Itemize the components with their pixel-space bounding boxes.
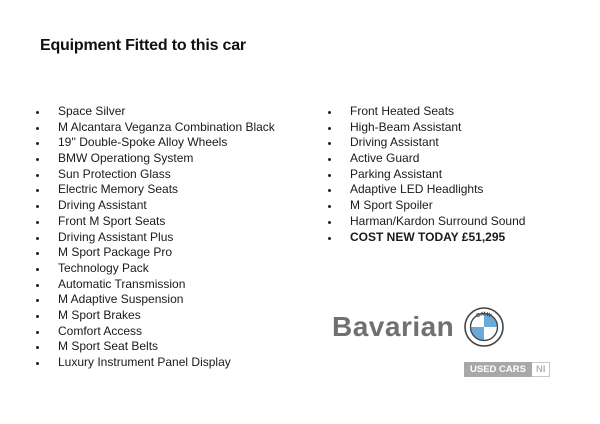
list-item: Electric Memory Seats (36, 182, 275, 198)
equipment-list-left (36, 104, 275, 371)
list-item: Harman/Kardon Surround Sound (328, 214, 525, 230)
list-item: Driving Assistant (328, 135, 525, 151)
list-item: Adaptive LED Headlights (328, 182, 525, 198)
list-item: M Adaptive Suspension (36, 292, 275, 308)
dealer-brand (332, 307, 504, 347)
list-item: M Sport Brakes (36, 308, 275, 324)
region-label: NI (532, 362, 551, 377)
list-item: M Sport Spoiler (328, 198, 525, 214)
list-item: Active Guard (328, 151, 525, 167)
list-item: Sun Protection Glass (36, 167, 275, 183)
page-title: Equipment Fitted to this car (40, 37, 246, 54)
list-item: Technology Pack (36, 261, 275, 277)
list-item: BMW Operationg System (36, 151, 275, 167)
used-cars-label: USED CARS (464, 362, 532, 377)
list-item: M Sport Seat Belts (36, 339, 275, 355)
list-item: Driving Assistant Plus (36, 230, 275, 246)
list-item: M Alcantara Veganza Combination Black (36, 120, 275, 136)
bmw-roundel-icon (464, 307, 504, 347)
bmw-logo-letters: BMW (476, 311, 493, 320)
list-item: High-Beam Assistant (328, 120, 525, 136)
cost-new-item: COST NEW TODAY £51,295 (328, 230, 525, 246)
list-item: Automatic Transmission (36, 277, 275, 293)
list-item: Luxury Instrument Panel Display (36, 355, 275, 371)
dealer-logo-text: Bavarian (332, 311, 455, 342)
list-item: Comfort Access (36, 324, 275, 340)
list-item: Front M Sport Seats (36, 214, 275, 230)
list-item: Front Heated Seats (328, 104, 525, 120)
list-item: M Sport Package Pro (36, 245, 275, 261)
list-item: Driving Assistant (36, 198, 275, 214)
list-item: Parking Assistant (328, 167, 525, 183)
equipment-list-right (328, 104, 525, 245)
list-item: Space Silver (36, 104, 275, 120)
used-cars-ni-badge (464, 362, 550, 377)
list-item: 19'' Double-Spoke Alloy Wheels (36, 135, 275, 151)
